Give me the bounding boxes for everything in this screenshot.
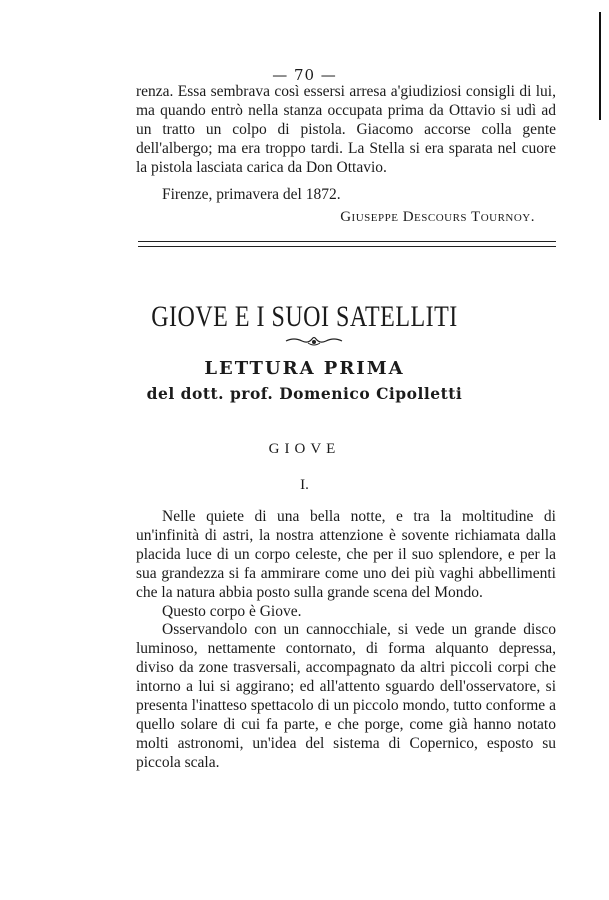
article-body (136, 508, 556, 773)
section-numeral: I. (300, 477, 309, 493)
article-byline: del dott. prof. Domenico Cipolletti (146, 384, 463, 403)
intro-paragraph: renza. Essa sembrava così essersi arresa a'giudiziosi consigli di lui, ma quando entrò nella stanza occupata prima da Ottavio si udì ad un tratto un colpo di pistola. Giacomo accorse colla gente dell'albergo; ma era troppo tardi. La Stella si era sparata nel cuore la pistola lasciata carica da Don Ottavio. (136, 83, 556, 176)
section-heading: GIOVE (268, 441, 341, 457)
author-signature: Giuseppe Descours Tournoy. (340, 209, 535, 225)
divider-rule-top (138, 241, 556, 242)
body-paragraph: Questo corpo è Giove. (162, 602, 302, 620)
article-title: GIOVE E I SUOI SATELLITI (151, 301, 458, 334)
page-number: — 70 — (272, 66, 337, 84)
body-paragraph: Nelle quiete di una bella notte, e tra la moltitudine di un'infinità di astri, la nostra attenzione è sovente richiamata dalla placida luce di un corpo celeste, che per il suo splendore, e per la sua grandezza si fa ammirare come uno dei più vaghi abbellimenti che la natura abbia posto sulla grande scena del Mondo. (136, 508, 556, 601)
lecture-subtitle: LETTURA PRIMA (204, 358, 405, 379)
divider-rule-bottom (138, 246, 556, 247)
previous-story-ending (136, 82, 556, 177)
place-date: Firenze, primavera del 1872. (162, 186, 341, 203)
body-paragraph: Osservandolo con un cannocchiale, si vede un grande disco luminoso, nettamente contornato, di forma alquanto depressa, diviso da zone trasversali, accompagnato da altri piccoli corpi che intorno a lui si aggirano; ed all'attento sguardo dell'osservatore, si presenta l'inatteso spettacolo di un piccolo mondo, tutto conforme a quello solare di cui fa parte, e che porge, come già hanno notato molti astronomi, un'idea del sistema di Copernico, esposto su piccola scala. (136, 621, 556, 771)
ornament-flourish-icon (284, 332, 344, 348)
